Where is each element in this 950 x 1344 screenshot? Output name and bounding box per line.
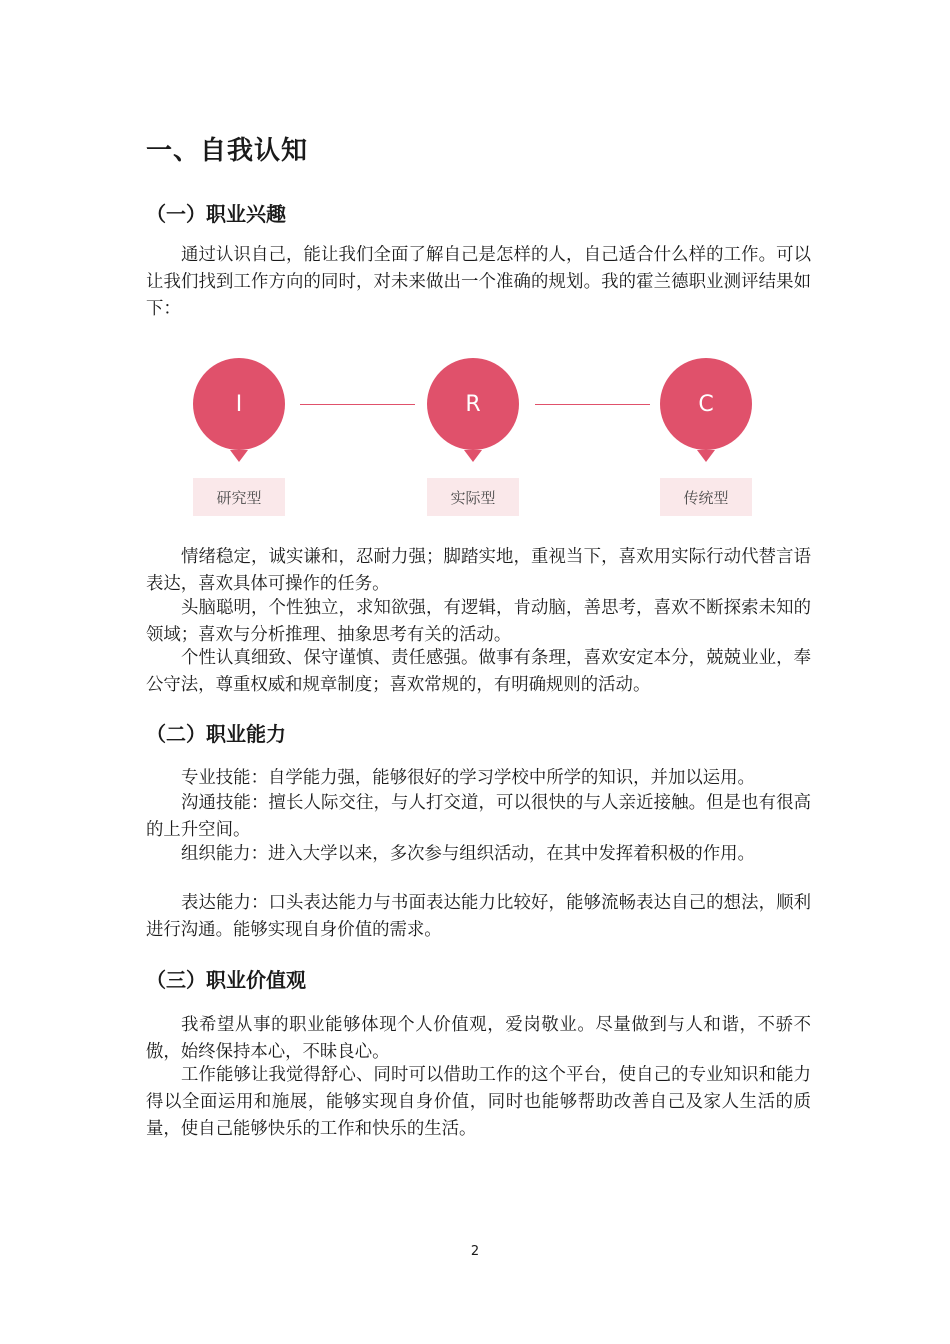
ability-paragraph: 表达能力：口头表达能力与书面表达能力比较好，能够流畅表达自己的想法，顺利进行沟通。能够实现自身价值的需求。 (146, 893, 811, 940)
interest-intro: 通过认识自己，能让我们全面了解自己是怎样的人，自己适合什么样的工作。可以让我们找到工作方向的同时，对未来做出一个准确的规划。我的霍兰德职业测评结果如下： (146, 245, 811, 319)
page-number: 2 (470, 1244, 480, 1259)
ability-paragraph: 沟通技能：擅长人际交往，与人打交道，可以很快的与人亲近接触。但是也有很高的上升空间。 (146, 793, 811, 840)
holland-label: 传统型 (683, 488, 729, 507)
node-pointer (230, 450, 248, 462)
holland-node-r (427, 358, 519, 450)
node-letter: R (465, 391, 481, 417)
values-paragraph: 工作能够让我觉得舒心、同时可以借助工作的这个平台，使自己的专业知识和能力得以全面运用和施展，能够实现自身价值，同时也能够帮助改善自己及家人生活的质量，使自己能够快乐的工作和快乐的生活。 (146, 1065, 811, 1139)
interest-paragraph: 个性认真细致、保守谨慎、责任感强。做事有条理，喜欢安定本分，兢兢业业，奉公守法，尊重权威和规章制度；喜欢常规的，有明确规则的活动。 (146, 648, 811, 695)
holland-node-c (660, 358, 752, 450)
node-pointer (697, 450, 715, 462)
holland-node-i (193, 358, 285, 450)
connector-line (300, 404, 415, 405)
interest-paragraph: 头脑聪明，个性独立，求知欲强，有逻辑，肯动脑，善思考，喜欢不断探索未知的领域；喜欢与分析推理、抽象思考有关的活动。 (146, 598, 811, 645)
holland-label: 研究型 (216, 488, 262, 507)
node-pointer (464, 450, 482, 462)
node-letter: I (235, 391, 243, 417)
ability-paragraph: 组织能力：进入大学以来，多次参与组织活动，在其中发挥着积极的作用。 (181, 844, 755, 864)
interest-title: （一）职业兴趣 (146, 202, 286, 226)
holland-label-box (660, 478, 752, 516)
section-heading: 一、自我认知 (146, 136, 309, 166)
interest-paragraph: 情绪稳定，诚实谦和，忍耐力强；脚踏实地，重视当下，喜欢用实际行动代替言语表达，喜欢具体可操作的任务。 (146, 547, 811, 594)
node-letter: C (698, 391, 714, 417)
holland-label-box (427, 478, 519, 516)
values-paragraph: 我希望从事的职业能够体现个人价值观，爱岗敬业。尽量做到与人和谐，不骄不傲，始终保持本心，不昧良心。 (146, 1015, 811, 1062)
holland-label: 实际型 (450, 488, 496, 507)
holland-label-box (193, 478, 285, 516)
ability-title: （二）职业能力 (146, 722, 286, 746)
connector-line (535, 404, 650, 405)
values-title: （三）职业价值观 (146, 968, 306, 992)
ability-paragraph: 专业技能：自学能力强，能够很好的学习学校中所学的知识，并加以运用。 (181, 768, 755, 788)
holland-diagram (180, 350, 780, 530)
